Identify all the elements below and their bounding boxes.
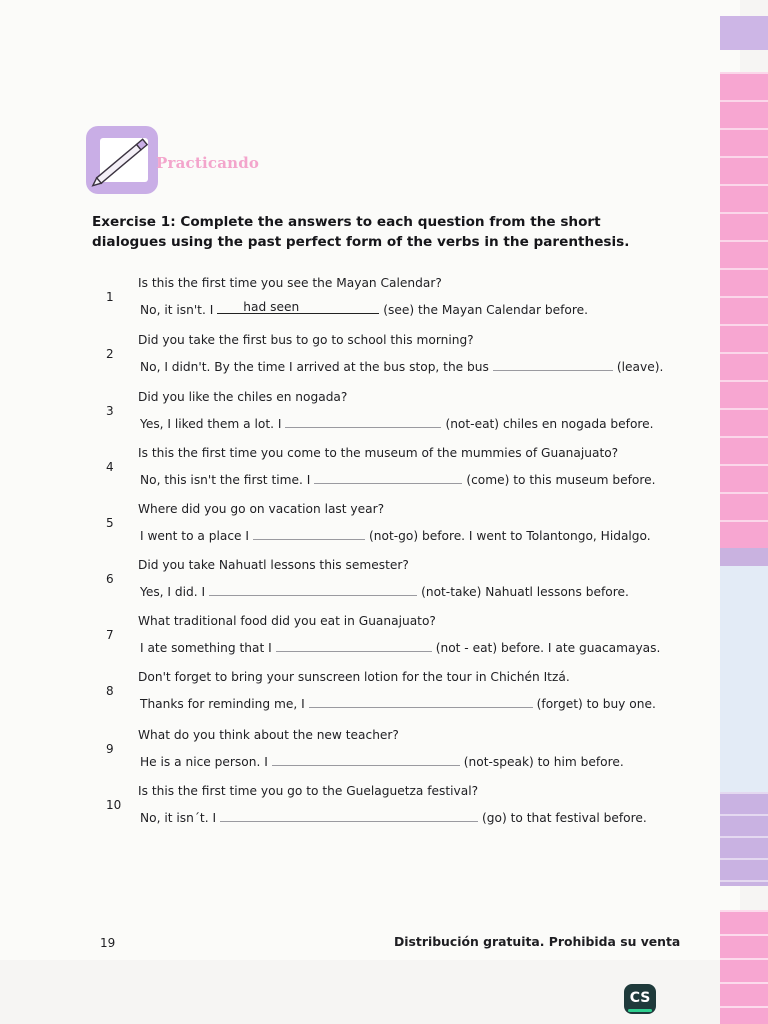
answer-blank-line[interactable]	[272, 752, 460, 766]
page-edge-tab-blue	[720, 566, 768, 792]
item-answer	[140, 694, 656, 711]
answer-blank-line[interactable]	[217, 300, 379, 314]
answer-verb-hint: (forget) to buy one.	[536, 697, 656, 711]
item-question: Is this the first time you come to the museum of the mummies of Guanajuato?	[138, 446, 619, 460]
item-number: 7	[106, 628, 114, 642]
item-number: 8	[106, 684, 114, 698]
item-number: 10	[106, 798, 122, 812]
answer-blank-line[interactable]	[314, 470, 462, 484]
item-answer	[140, 752, 624, 769]
item-answer	[140, 470, 656, 487]
exercise-item	[106, 276, 666, 328]
answer-lead-text: He is a nice person. I	[140, 755, 268, 769]
answer-lead-text: No, it isn't. I	[140, 303, 214, 317]
page-edge-tab-pink	[720, 72, 768, 552]
item-number: 4	[106, 460, 114, 474]
item-question: Is this the first time you go to the Guelaguetza festival?	[138, 784, 479, 798]
answer-blank-line[interactable]	[276, 638, 432, 652]
exercise-item	[106, 728, 666, 780]
answer-verb-hint: (come) to this museum before.	[466, 473, 656, 487]
exercise-item	[106, 446, 666, 498]
item-question: What traditional food did you eat in Guanajuato?	[138, 614, 436, 628]
page-edge-tab-lilac-divider	[720, 548, 768, 566]
item-number: 3	[106, 404, 114, 418]
section-title: Practicando	[156, 154, 260, 172]
exercise-item	[106, 390, 666, 442]
page-number: 19	[100, 936, 116, 950]
item-question: Did you take Nahuatl lessons this semester?	[138, 558, 409, 572]
page-edge-tab-lilac	[720, 16, 768, 50]
camscanner-logo: CS	[624, 984, 656, 1014]
answer-lead-text: Thanks for reminding me, I	[140, 697, 305, 711]
item-answer	[140, 638, 660, 655]
answer-lead-text: No, it isn´t. I	[140, 811, 217, 825]
answer-lead-text: Yes, I liked them a lot. I	[140, 417, 282, 431]
exercise-item	[106, 558, 666, 610]
answer-verb-hint: (not-speak) to him before.	[463, 755, 624, 769]
item-number: 5	[106, 516, 114, 530]
item-question: Don't forget to bring your sunscreen lotion for the tour in Chichén Itzá.	[138, 670, 570, 684]
item-answer	[140, 357, 663, 374]
answer-verb-hint: (leave).	[616, 360, 664, 374]
item-number: 2	[106, 347, 114, 361]
item-question: Is this the first time you see the Mayan Calendar?	[138, 276, 442, 290]
item-answer	[140, 300, 588, 317]
answer-blank-line[interactable]	[220, 808, 478, 822]
pencil-icon	[86, 126, 160, 196]
answer-verb-hint: (go) to that festival before.	[482, 811, 647, 825]
answer-verb-hint: (not-take) Nahuatl lessons before.	[421, 585, 629, 599]
exercise-item	[106, 784, 666, 836]
answer-lead-text: I went to a place I	[140, 529, 250, 543]
item-answer	[140, 526, 651, 543]
answer-lead-text: Yes, I did. I	[140, 585, 206, 599]
item-answer	[140, 414, 654, 431]
exercise-item	[106, 670, 666, 722]
item-question: Where did you go on vacation last year?	[138, 502, 385, 516]
answer-blank-line[interactable]	[209, 582, 417, 596]
answer-blank-line[interactable]	[309, 694, 533, 708]
footer-notice: Distribución gratuita. Prohibida su venta	[394, 934, 681, 949]
page-edge-tab-pink-bottom	[720, 910, 768, 1024]
answer-verb-hint: (not - eat) before. I ate guacamayas.	[435, 641, 661, 655]
exercise-instructions: Exercise 1: Complete the answers to each question from the short dialogues using the past perfect form of the verbs in the parenthesis.	[92, 214, 630, 250]
item-answer	[140, 582, 629, 599]
item-number: 6	[106, 572, 114, 586]
answer-verb-hint: (see) the Mayan Calendar before.	[383, 303, 588, 317]
item-question: Did you take the first bus to go to school this morning?	[138, 333, 474, 347]
practicando-badge	[86, 126, 160, 196]
answer-verb-hint: (not-eat) chiles en nogada before.	[445, 417, 654, 431]
answer-filled-text: had seen	[243, 300, 300, 314]
answer-verb-hint: (not-go) before. I went to Tolantongo, Hidalgo.	[369, 529, 651, 543]
answer-blank-line[interactable]	[493, 357, 613, 371]
item-question: What do you think about the new teacher?	[138, 728, 399, 742]
item-number: 9	[106, 742, 114, 756]
page-edge-tab-lilac-lower	[720, 792, 768, 886]
item-number: 1	[106, 290, 114, 304]
item-question: Did you like the chiles en nogada?	[138, 390, 348, 404]
answer-lead-text: No, this isn't the first time. I	[140, 473, 311, 487]
answer-lead-text: No, I didn't. By the time I arrived at the bus stop, the bus	[140, 360, 489, 374]
answer-blank-line[interactable]	[253, 526, 365, 540]
answer-lead-text: I ate something that I	[140, 641, 272, 655]
exercise-item	[106, 614, 666, 666]
answer-blank-line[interactable]	[285, 414, 441, 428]
exercise-item	[106, 333, 666, 385]
item-answer	[140, 808, 647, 825]
exercise-item	[106, 502, 666, 554]
